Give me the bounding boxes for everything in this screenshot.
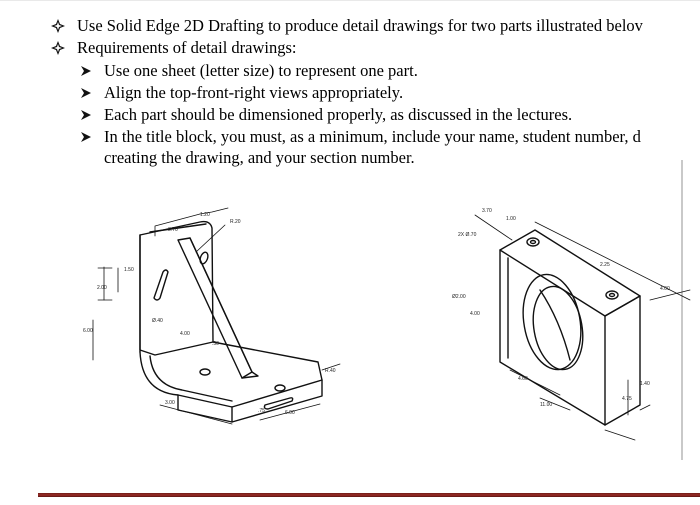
dim-label: 1.20 xyxy=(200,212,210,218)
requirement-4: In the title block, you must, as a minimum, include your name, student number, d xyxy=(104,127,641,146)
dim-label: 2.25 xyxy=(600,262,610,268)
dim-label: 6.00 xyxy=(285,410,295,416)
dim-label: 3.00 xyxy=(165,400,175,406)
right-part-block-illustration xyxy=(500,230,640,425)
left-part-dimension-lines xyxy=(93,208,340,424)
dim-label: 2X Ø.70 xyxy=(458,232,477,238)
requirement-2: Align the top-front-right views appropriately. xyxy=(104,83,404,102)
dim-label: 4.00 xyxy=(180,331,190,337)
left-part-bracket-illustration xyxy=(140,222,322,422)
dim-label: 1.40 xyxy=(640,381,650,387)
dim-label: 4.60 xyxy=(518,376,528,382)
instruction-bullet-2: Requirements of detail drawings: xyxy=(77,38,297,57)
dim-label: 4.75 xyxy=(622,396,632,402)
dim-label: 2.00 xyxy=(97,285,107,291)
instruction-bullet-1: Use Solid Edge 2D Drafting to produce detail drawings for two parts illustrated belov xyxy=(77,16,643,35)
dim-label: 4.00 xyxy=(660,286,670,292)
dim-label: Ø.40 xyxy=(152,318,163,324)
dim-label: 4.00 xyxy=(470,311,480,317)
dim-label: 6.00 xyxy=(83,328,93,334)
requirement-1: Use one sheet (letter size) to represent one part. xyxy=(104,61,418,80)
dim-label: 3.70 xyxy=(168,227,178,233)
requirement-3: Each part should be dimensioned properly, as discussed in the lectures. xyxy=(104,105,573,124)
dim-label: R.20 xyxy=(230,219,241,225)
dim-label: .50 xyxy=(212,341,219,347)
dim-label: Ø2.00 xyxy=(452,294,466,300)
dim-label: 11.00 xyxy=(540,402,553,408)
dim-label: 3.70 xyxy=(482,208,492,214)
bottom-rule xyxy=(38,493,700,497)
dim-label: 1.00 xyxy=(506,216,516,222)
requirement-4-continuation: creating the drawing, and your section number. xyxy=(104,148,415,167)
dim-label: .75 xyxy=(258,408,265,414)
dim-label: 1.50 xyxy=(124,267,134,273)
dim-label: R.40 xyxy=(325,368,336,374)
